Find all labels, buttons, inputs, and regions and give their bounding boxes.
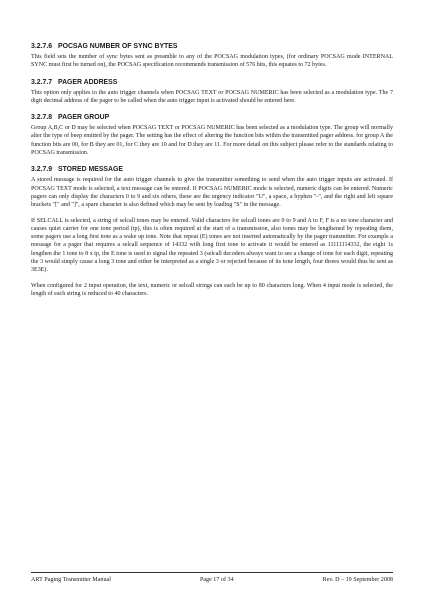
section-title: STORED MESSAGE: [58, 166, 123, 174]
section-title: POCSAG NUMBER OF SYNC BYTES: [58, 43, 178, 50]
section-pager-group: [31, 113, 393, 157]
footer-page-number: Page 17 of 34: [199, 577, 234, 583]
section-heading: [31, 78, 393, 87]
section-number: 3.2.7.7: [31, 78, 53, 86]
footer-divider: [31, 572, 393, 573]
manual-page: [31, 42, 393, 306]
section-heading: [31, 42, 393, 51]
footer-manual-title: ART Paging Transmitter Manual: [31, 577, 111, 583]
section-paragraph: A stored message is required for the auto trigger channels to give the transmitter something to send when the auto trigger inputs are activated. If POCSAG TEXT mode is selected, a text message can be entered. If POCSAG NUMERIC mode is selected, numeric digits can be entered. Numeric pagers can only display the characters 0 to 9 and six others, these are the urgency indicator "U", a space, a hyphen "-", and the right and left square brackets "[" and "]", a spare character is also defined which may be sent by loading "S" in the message.: [31, 177, 393, 209]
footer-row: [31, 576, 393, 584]
section-number: 3.2.7.8: [31, 114, 53, 122]
section-paragraph: Group A,B,C or D may be selected when POCSAG TEXT or POCSAG NUMERIC has been selected as a modulation type. The group will normally alter the type of beep emitted by the pager. The setting has the effect of altering the function bits within the transmitted pager address. for group A the function bits are 00, for B they are 01, for C they are 10 and for D they are 11. For more detail on this subject please refer to the standards relating to POCSAG transmission.: [31, 125, 393, 157]
section-paragraph: This field sets the number of sync bytes sent as preamble to any of the POCSAG modulation types, (for ordinary POCSAG mode INTERNAL SYNC must first be turned on), the POCSAG specification recommends transmission of 576 bits, this equates to 72 bytes.: [31, 54, 393, 69]
section-paragraph: If SELCALL is selected, a string of selcall tones may be entered. Valid characters for selcall tones are 0 to 9 and A to F, F is a no tone character and causes quiet carrier for one tone period (tp), this is often required at the start of a transmission, also tones may be lengthened by repeating them, some pagers use a long first tone as a wake up tone. Note that repeat (E) tones are not inserted automatically by the pager transmitter. For example a message for a pager that requires a selcall sequence of 14332 with long first tone to activate it would be entered as 11111114332, the eight 1s lengthen the 1 tone to 8 x tp, the E tone is used to signal the repeated 3 (selcall decoders always want to see a change of tone for each digit, repeating the 3 would simply cause a long 3 tone and either be interpreted as a single 3 or rejected because of its tone length, four threes would thus be sent as 3E3E).: [31, 217, 393, 274]
section-heading: [31, 165, 393, 174]
section-number: 3.2.7.9: [31, 166, 53, 174]
section-pager-address: [31, 78, 393, 106]
page-footer: [31, 572, 393, 584]
footer-revision: Rev. D – 19 September 2008: [322, 577, 393, 583]
section-stored-message: [31, 165, 393, 298]
section-sync-bytes: [31, 42, 393, 70]
section-number: 3.2.7.6: [31, 43, 53, 50]
section-title: PAGER ADDRESS: [58, 78, 118, 86]
section-heading: [31, 113, 393, 122]
section-paragraph: When configured for 2 input operation, the text, numeric or selcall strings can each be up to 80 characters long. When 4 input mode is selected, the length of each string is reduced to 40 characters.: [31, 282, 393, 297]
section-title: PAGER GROUP: [58, 114, 110, 122]
section-paragraph: This option only applies to the auto trigger channels when POCSAG TEXT or POCSAG NUMERIC has been selected as a modulation type. The 7 digit decimal address of the pager to be called when the auto trigger input is activated should be entered here.: [31, 89, 393, 104]
